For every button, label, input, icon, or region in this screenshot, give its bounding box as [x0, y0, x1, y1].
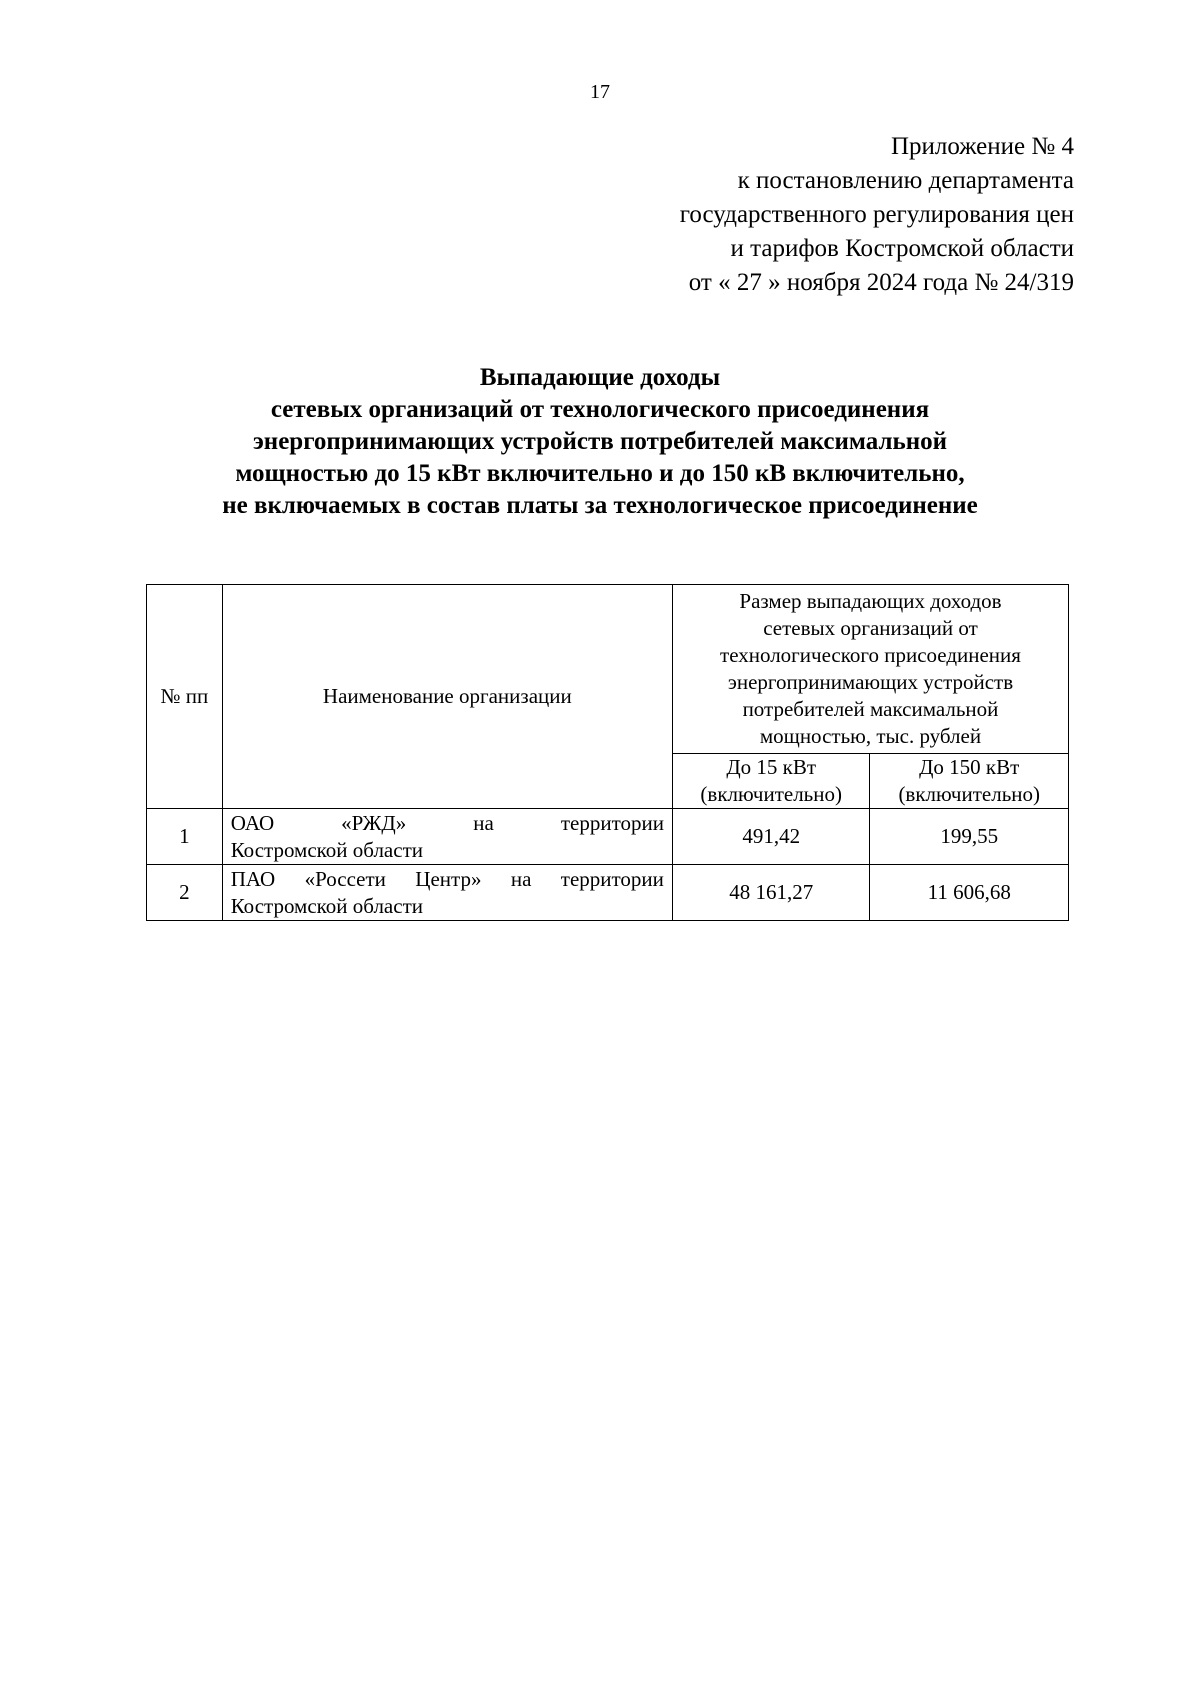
appendix-line: государственного регулирования цен [679, 201, 1074, 228]
table-row [147, 865, 1069, 921]
header-col-15kw-line2: (включительно) [700, 782, 842, 806]
header-group [672, 585, 1068, 754]
header-group-line: мощностью, тыс. рублей [759, 724, 982, 748]
header-col-15kw [672, 754, 869, 809]
header-col-150kw [870, 754, 1069, 809]
table-row [147, 809, 1069, 865]
header-group-line: потребителей максимальной [742, 697, 999, 721]
org-name-word: на [510, 866, 532, 891]
table-header-row [147, 585, 1069, 754]
appendix-line: от « 27 » ноября 2024 года № 24/319 [688, 269, 1074, 296]
value-15kw: 491,42 [672, 809, 869, 865]
header-num: № пп [147, 585, 223, 809]
header-group-line: сетевых организаций от [763, 616, 978, 640]
header-col-150kw-line2: (включительно) [898, 782, 1041, 806]
org-name [222, 865, 672, 921]
appendix-line: Приложение № 4 [890, 133, 1074, 160]
org-name-word: территории [560, 866, 664, 891]
appendix-header [680, 130, 1074, 300]
org-name-word: «Россети [304, 866, 386, 891]
value-150kw: 199,55 [870, 809, 1069, 865]
header-group-line: Размер выпадающих доходов [739, 589, 1002, 613]
org-name-word: Центр» [415, 866, 482, 891]
org-name-line1 [231, 810, 664, 837]
appendix-line: к постановлению департамента [737, 167, 1074, 194]
header-col-150kw-line1: До 150 кВт [919, 755, 1020, 779]
row-num: 2 [147, 865, 223, 921]
appendix-line: и тарифов Костромской области [730, 235, 1074, 262]
org-name-word: «РЖД» [341, 810, 407, 835]
org-name-word: ОАО [230, 810, 275, 835]
org-name-word: на [473, 810, 494, 835]
page-number: 17 [590, 81, 610, 103]
header-group-line: технологического присоединения [720, 643, 1021, 667]
header-group-line: энергопринимающих устройств [727, 670, 1014, 694]
org-name-line1 [231, 866, 664, 893]
org-name [222, 809, 672, 865]
value-15kw: 48 161,27 [672, 865, 869, 921]
row-num: 1 [147, 809, 223, 865]
document-title [0, 362, 1200, 522]
header-col-15kw-line1: До 15 кВт [726, 755, 817, 779]
value-150kw: 11 606,68 [870, 865, 1069, 921]
title-line: сетевых организаций от технологического присоединения [270, 396, 930, 423]
org-name-word: территории [560, 810, 664, 835]
header-name: Наименование организации [222, 585, 672, 809]
org-name-line2: Костромской области [230, 837, 423, 862]
org-name-word: ПАО [230, 866, 276, 891]
title-line: энергопринимающих устройств потребителей максимальной [252, 428, 948, 455]
revenue-table [146, 584, 1069, 921]
org-name-line2: Костромской области [230, 893, 423, 918]
title-line: Выпадающие доходы [479, 364, 721, 391]
title-line: мощностью до 15 кВт включительно и до 150 кВ включительно, [235, 460, 965, 487]
title-line: не включаемых в состав платы за технологическое присоединение [222, 492, 978, 519]
